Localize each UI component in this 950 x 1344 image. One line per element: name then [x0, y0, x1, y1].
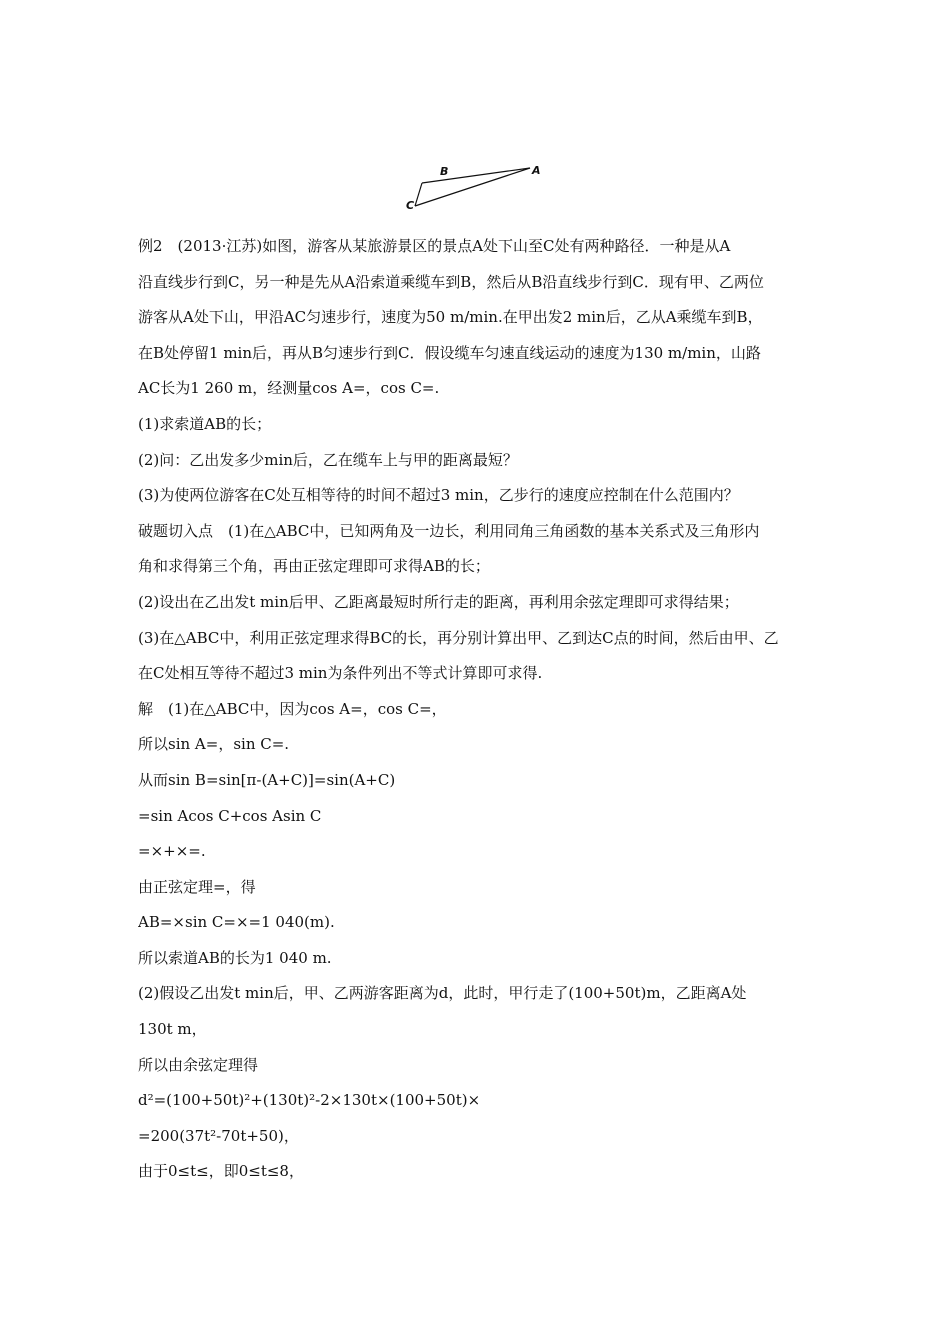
- text-line: 从而sin B=sin[π-(A+C)]=sin(A+C): [138, 770, 396, 789]
- text-line: (2)假设乙出发t min后，甲、乙两游客距离为d，此时，甲行走了(100+50t)m，乙距离A处: [138, 984, 747, 1003]
- text-line: d²=(100+50t)²+(130t)²-2×130t×(100+50t)×: [138, 1091, 481, 1110]
- text-line: (3)为使两位游客在C处互相等待的时间不超过3 min，乙步行的速度应控制在什么范围内？: [138, 486, 739, 505]
- text-line: AC长为1 260 m，经测量cos A=，cos C=.: [138, 379, 440, 398]
- triangle-diagram: [400, 160, 550, 212]
- text-line: =200(37t²-70t+50)，: [138, 1126, 299, 1145]
- text-line: 解 (1)在△ABC中，因为cos A=，cos C=，: [138, 699, 447, 718]
- segment-ac: [415, 168, 530, 206]
- text-line: 所以sin A=，sin C=.: [138, 735, 290, 754]
- text-line: 在C处相互等待不超过3 min为条件列出不等式计算即可求得.: [138, 664, 543, 683]
- text-line: 角和求得第三个角，再由正弦定理即可求得AB的长；: [138, 557, 490, 576]
- text-line: 在B处停留1 min后，再从B匀速步行到C．假设缆车匀速直线运动的速度为130 m/min，山路: [138, 343, 761, 362]
- text-line: =×+×=.: [138, 842, 206, 861]
- text-line: 破题切入点 (1)在△ABC中，已知两角及一边长，利用同角三角函数的基本关系式及三角形内: [138, 521, 760, 540]
- problem-text: [138, 229, 828, 1190]
- vertex-label-c: C: [406, 199, 415, 212]
- text-line: AB=×sin C=×=1 040(m).: [138, 913, 335, 932]
- text-line: (2)问：乙出发多少min后，乙在缆车上与甲的距离最短？: [138, 450, 518, 469]
- text-line: =sin Acos C+cos Asin C: [138, 806, 322, 825]
- text-line: 由于0≤t≤，即0≤t≤8，: [138, 1162, 304, 1181]
- vertex-label-a: A: [532, 164, 541, 177]
- text-line: 例2 (2013·江苏)如图，游客从某旅游景区的景点A处下山至C处有两种路径．一种是从A: [138, 237, 731, 255]
- text-line: 所以由余弦定理得: [138, 1055, 259, 1074]
- text-line: 游客从A处下山，甲沿AC匀速步行，速度为50 m/min.在甲出发2 min后，乙从A乘缆车到B，: [138, 308, 763, 327]
- triangle-figure: [400, 160, 550, 212]
- text-line: 130t m，: [138, 1020, 207, 1039]
- text-line: (1)求索道AB的长；: [138, 414, 272, 433]
- text-line: (2)设出在乙出发t min后甲、乙距离最短时所行走的距离，再利用余弦定理即可求得结果；: [138, 592, 739, 611]
- vertex-label-b: B: [440, 165, 449, 178]
- text-line: 沿直线步行到C，另一种是先从A沿索道乘缆车到B，然后从B沿直线步行到C．现有甲、乙两位: [138, 272, 764, 291]
- text-line: 所以索道AB的长为1 040 m.: [138, 948, 332, 967]
- text-line: 由正弦定理=，得: [138, 877, 256, 896]
- segment-bc: [415, 183, 422, 206]
- text-line: (3)在△ABC中，利用正弦定理求得BC的长，再分别计算出甲、乙到达C点的时间，然后由甲、乙: [138, 628, 779, 647]
- segment-ab: [422, 168, 530, 183]
